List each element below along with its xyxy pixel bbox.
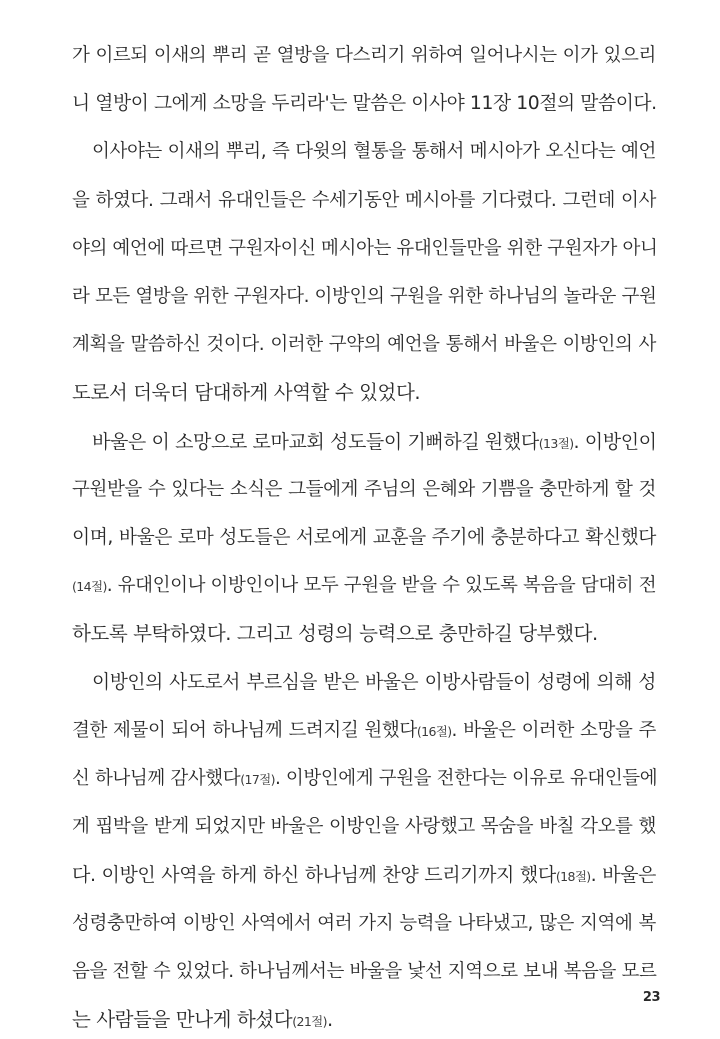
text-segment: . 이방인에게 구원을 전한다는 이유로 유대인들에 bbox=[274, 768, 658, 789]
text-segment: 다. 이방인 사역을 하게 하신 하나님께 찬양 드리기까지 했다 bbox=[72, 864, 556, 886]
verse-reference: (18절) bbox=[555, 869, 591, 884]
text-segment: . 유대인이나 이방인이나 모두 구원을 받을 수 있도록 복음을 담대히 전 bbox=[106, 575, 657, 596]
text-line: 구원받을 수 있다는 소식은 그들에게 주님의 은혜와 기쁨을 충만하게 할 것 bbox=[72, 479, 656, 500]
text-line: 이방인의 사도로서 부르심을 받은 바울은 이방사람들이 성령에 의해 성 bbox=[92, 672, 656, 693]
page-number: 23 bbox=[642, 990, 660, 1005]
verse-reference: (16절) bbox=[416, 724, 452, 739]
text-line: 이며, 바울은 로마 성도들은 서로에게 교훈을 주기에 충분하다고 확신했다 bbox=[72, 527, 656, 548]
text-line: 라 모든 열방을 위한 구원자다. 이방인의 구원을 위한 하나님의 놀라운 구원 bbox=[72, 286, 657, 307]
verse-reference: (14절) bbox=[72, 579, 107, 594]
text-line: 계획을 말씀하신 것이다. 이러한 구약의 예언을 통해서 바울은 이방인의 사 bbox=[72, 334, 656, 355]
verse-reference: (17절) bbox=[240, 772, 275, 787]
text-segment: . 바울은 이러한 소망을 주 bbox=[451, 720, 656, 741]
text-line: 이사야는 이새의 뿌리, 즉 다윗의 혈통을 통해서 메시아가 오신다는 예언 bbox=[92, 141, 656, 162]
text-segment: 바울은 이 소망으로 로마교회 성도들이 기뻐하길 원했다 bbox=[92, 431, 539, 453]
text-line: 음을 전할 수 있었다. 하나님께서는 바울을 낯선 지역으로 보내 복음을 모르 bbox=[72, 961, 657, 982]
text-segment: . 이방인이 bbox=[573, 431, 657, 453]
text-segment: 결한 제물이 되어 하나님께 드려지길 원했다 bbox=[72, 720, 417, 741]
text-segment: 는 사람들을 만나게 하셨다 bbox=[72, 1008, 293, 1031]
text-line: 성령충만하여 이방인 사역에서 여러 가지 능력을 나타냈고, 많은 지역에 복 bbox=[72, 913, 656, 934]
text-segment: . 바울은 bbox=[590, 864, 656, 886]
text-line: 니 열방이 그에게 소망을 두리라'는 말씀은 이사야 11장 10절의 말씀이다. bbox=[72, 93, 657, 114]
text-line: 야의 예언에 따르면 구원자이신 메시아는 유대인들만을 위한 구원자가 아니 bbox=[72, 238, 658, 259]
text-line: 하도록 부탁하였다. 그리고 성령의 능력으로 충만하길 당부했다. bbox=[72, 622, 598, 645]
text-line: 도로서 더욱더 담대하게 사역할 수 있었다. bbox=[72, 381, 421, 404]
text-segment: 신 하나님께 감사했다 bbox=[72, 768, 241, 789]
text-segment: . bbox=[326, 1008, 333, 1031]
text-line bbox=[72, 571, 656, 601]
text-line: 가 이르되 이새의 뿌리 곧 열방을 다스리기 위하여 일어나시는 이가 있으리 bbox=[72, 45, 656, 66]
verse-reference: (13절) bbox=[538, 436, 574, 451]
text-line bbox=[72, 1005, 656, 1035]
text-line bbox=[72, 764, 656, 794]
text-line bbox=[72, 860, 656, 890]
text-line: 을 하였다. 그래서 유대인들은 수세기동안 메시아를 기다렸다. 그런데 이사 bbox=[72, 190, 656, 211]
text-line bbox=[92, 427, 656, 457]
verse-reference: (21절) bbox=[292, 1014, 327, 1029]
text-line bbox=[72, 716, 656, 746]
text-line: 게 핍박을 받게 되었지만 바울은 이방인을 사랑했고 목숨을 바칠 각오를 했 bbox=[72, 816, 656, 837]
